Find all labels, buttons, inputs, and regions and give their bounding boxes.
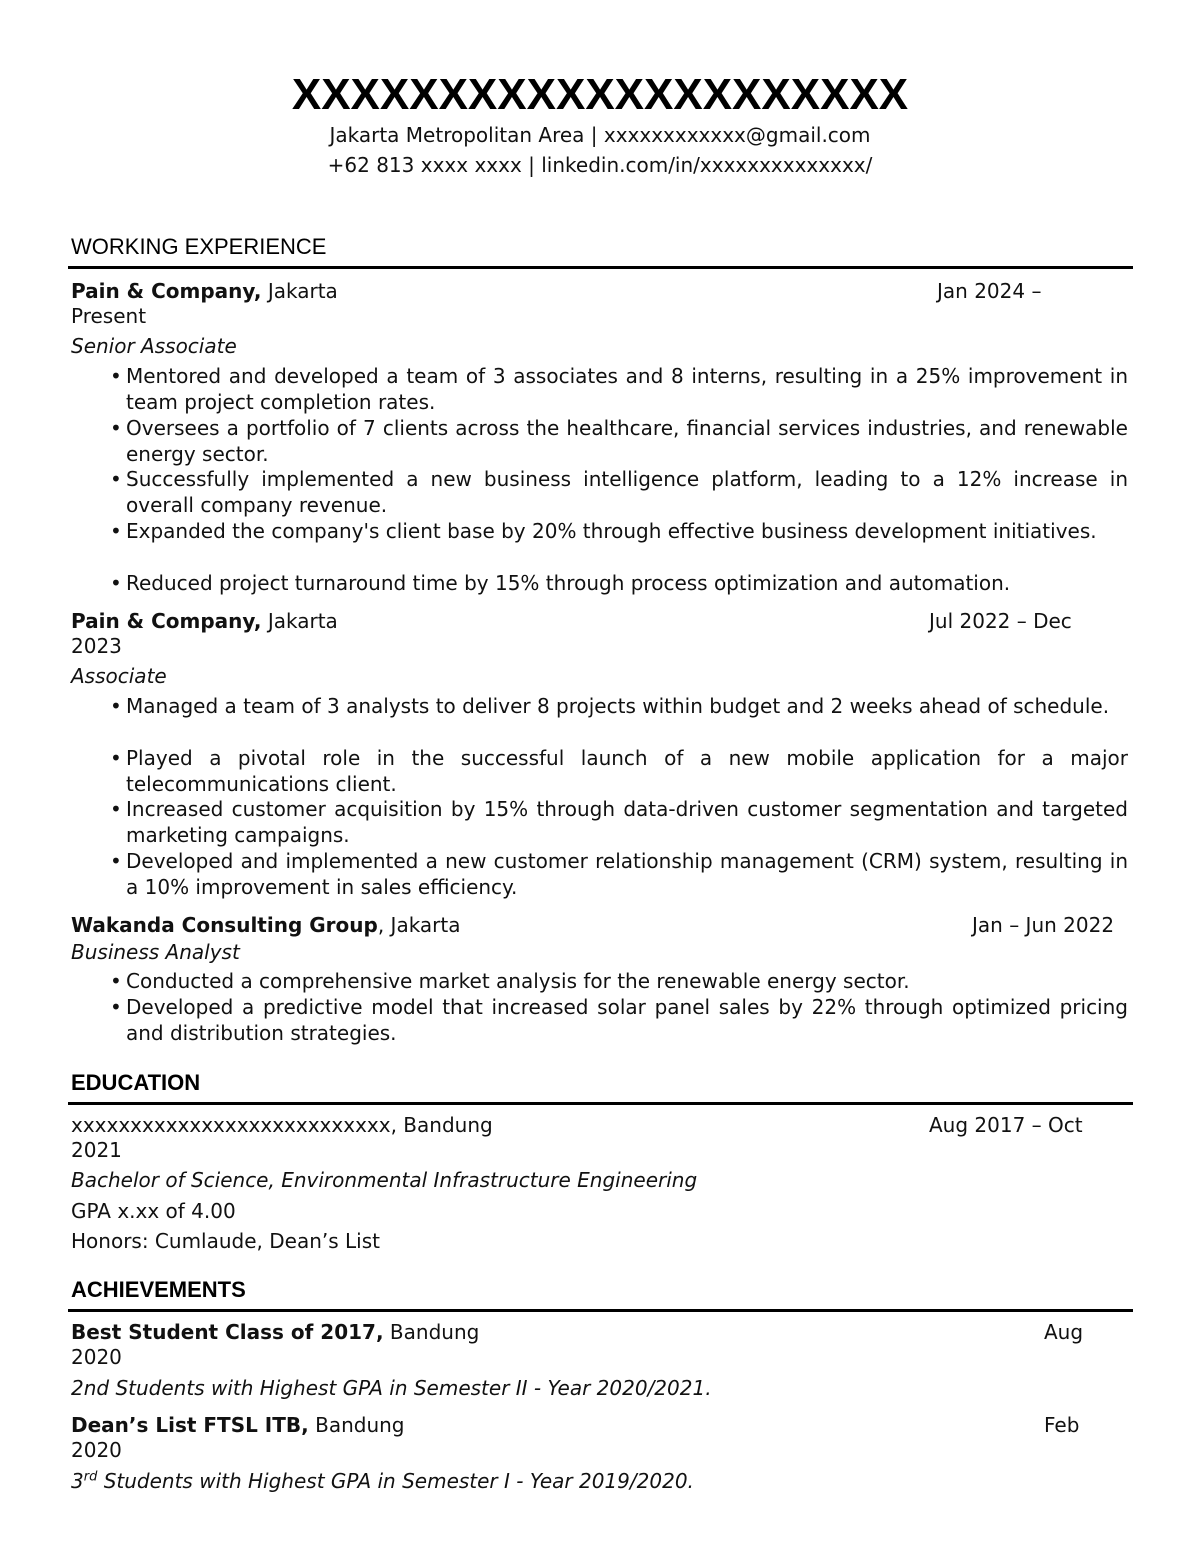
achievement-description: 2nd Students with Highest GPA in Semester II - Year 2020/2021. <box>71 1376 712 1400</box>
list-item: • Developed a predictive model that increased solar panel sales by 22% through optimized pricing and distribution strategies. <box>110 995 1128 1045</box>
job-location: Jakarta <box>261 609 338 633</box>
list-item: • Successfully implemented a new business intelligence platform, leading to a 12% increase in overall company revenue. <box>110 467 1128 517</box>
list-item: • Reduced project turnaround time by 15% through process optimization and automation. <box>110 571 1011 595</box>
education-date-continued: 2021 <box>71 1138 122 1162</box>
contact-line-location-email: Jakarta Metropolitan Area | xxxxxxxxxxxx@gmail.com <box>329 123 871 147</box>
education-gpa: GPA x.xx of 4.00 <box>71 1199 236 1223</box>
achievement-header <box>71 1413 405 1437</box>
job-header <box>71 913 461 937</box>
achievement-name: Dean’s List FTSL ITB, <box>71 1413 309 1437</box>
achievement-date-continued: 2020 <box>71 1438 122 1462</box>
section-title-experience: WORKING EXPERIENCE <box>71 234 327 259</box>
education-degree: Bachelor of Science, Environmental Infrastructure Engineering <box>71 1168 698 1192</box>
achievement-date-continued: 2020 <box>71 1345 122 1369</box>
list-item: • Developed and implemented a new customer relationship management (CRM) system, resulting in a 10% improvement in sales efficiency. <box>110 849 1128 899</box>
list-item: • Conducted a comprehensive market analysis for the renewable energy sector. <box>110 969 910 993</box>
job-organization: Pain & Company, <box>71 279 262 303</box>
achievement-location: Bandung <box>383 1320 480 1344</box>
bullet-icon: • <box>110 416 122 440</box>
school-name: xxxxxxxxxxxxxxxxxxxxxxxxxxx <box>71 1113 391 1137</box>
education-date: Aug 2017 – Oct <box>929 1113 1083 1137</box>
education-honors: Honors: Cumlaude, Dean’s List <box>71 1229 380 1253</box>
job-date-continued: Present <box>71 304 147 328</box>
school-location: , Bandung <box>390 1113 493 1137</box>
bullet-icon: • <box>110 364 122 388</box>
job-location: , Jakarta <box>377 913 461 937</box>
section-title-achievements: ACHIEVEMENTS <box>71 1277 246 1302</box>
job-date: Jul 2022 – Dec <box>929 609 1072 633</box>
achievement-name: Best Student Class of 2017, <box>71 1320 384 1344</box>
list-item: • Mentored and developed a team of 3 associates and 8 interns, resulting in a 25% improvement in team project completion rates. <box>110 364 1128 414</box>
list-item: • Managed a team of 3 analysts to deliver 8 projects within budget and 2 weeks ahead of schedule. <box>110 694 1110 718</box>
contact-line-phone-linkedin: +62 813 xxxx xxxx | linkedin.com/in/xxxxxxxxxxxxxx/ <box>327 153 873 177</box>
job-role: Senior Associate <box>71 334 237 358</box>
list-item: • Increased customer acquisition by 15% through data-driven customer segmentation and targeted marketing campaigns. <box>110 797 1128 847</box>
bullet-icon: • <box>110 849 122 873</box>
list-item: • Oversees a portfolio of 7 clients across the healthcare, financial services industries, and renewable energy sector. <box>110 416 1128 466</box>
job-header <box>71 279 338 303</box>
bullet-icon: • <box>110 969 122 993</box>
achievement-description: 3rd Students with Highest GPA in Semester I - Year 2019/2020. <box>71 1469 694 1493</box>
job-organization: Wakanda Consulting Group <box>71 913 378 937</box>
bullet-icon: • <box>110 797 122 821</box>
achievement-date: Aug <box>1044 1320 1084 1344</box>
bullet-icon: • <box>110 746 122 770</box>
job-role: Associate <box>71 664 167 688</box>
list-item: • Played a pivotal role in the successful launch of a new mobile application for a major telecommunications client. <box>110 746 1128 796</box>
education-header <box>71 1113 493 1137</box>
section-divider <box>68 1309 1133 1312</box>
bullet-icon: • <box>110 467 122 491</box>
job-role: Business Analyst <box>71 940 240 964</box>
job-organization: Pain & Company, <box>71 609 262 633</box>
bullet-icon: • <box>110 694 122 718</box>
job-date: Jan 2024 – <box>937 279 1042 303</box>
job-location: Jakarta <box>261 279 338 303</box>
bullet-icon: • <box>110 995 122 1019</box>
bullet-icon: • <box>110 519 122 543</box>
section-title-education: EDUCATION <box>71 1070 201 1095</box>
list-item: • Expanded the company's client base by 20% through effective business development initiatives. <box>110 519 1097 543</box>
achievement-header <box>71 1320 479 1344</box>
section-divider <box>68 266 1133 269</box>
candidate-name: XXXXXXXXXXXXXXXXXXXXX <box>291 70 909 119</box>
section-divider <box>68 1102 1133 1105</box>
achievement-date: Feb <box>1044 1413 1080 1437</box>
job-date: Jan – Jun 2022 <box>972 913 1115 937</box>
bullet-icon: • <box>110 571 122 595</box>
job-header <box>71 609 338 633</box>
achievement-location: Bandung <box>308 1413 405 1437</box>
job-date-continued: 2023 <box>71 634 122 658</box>
